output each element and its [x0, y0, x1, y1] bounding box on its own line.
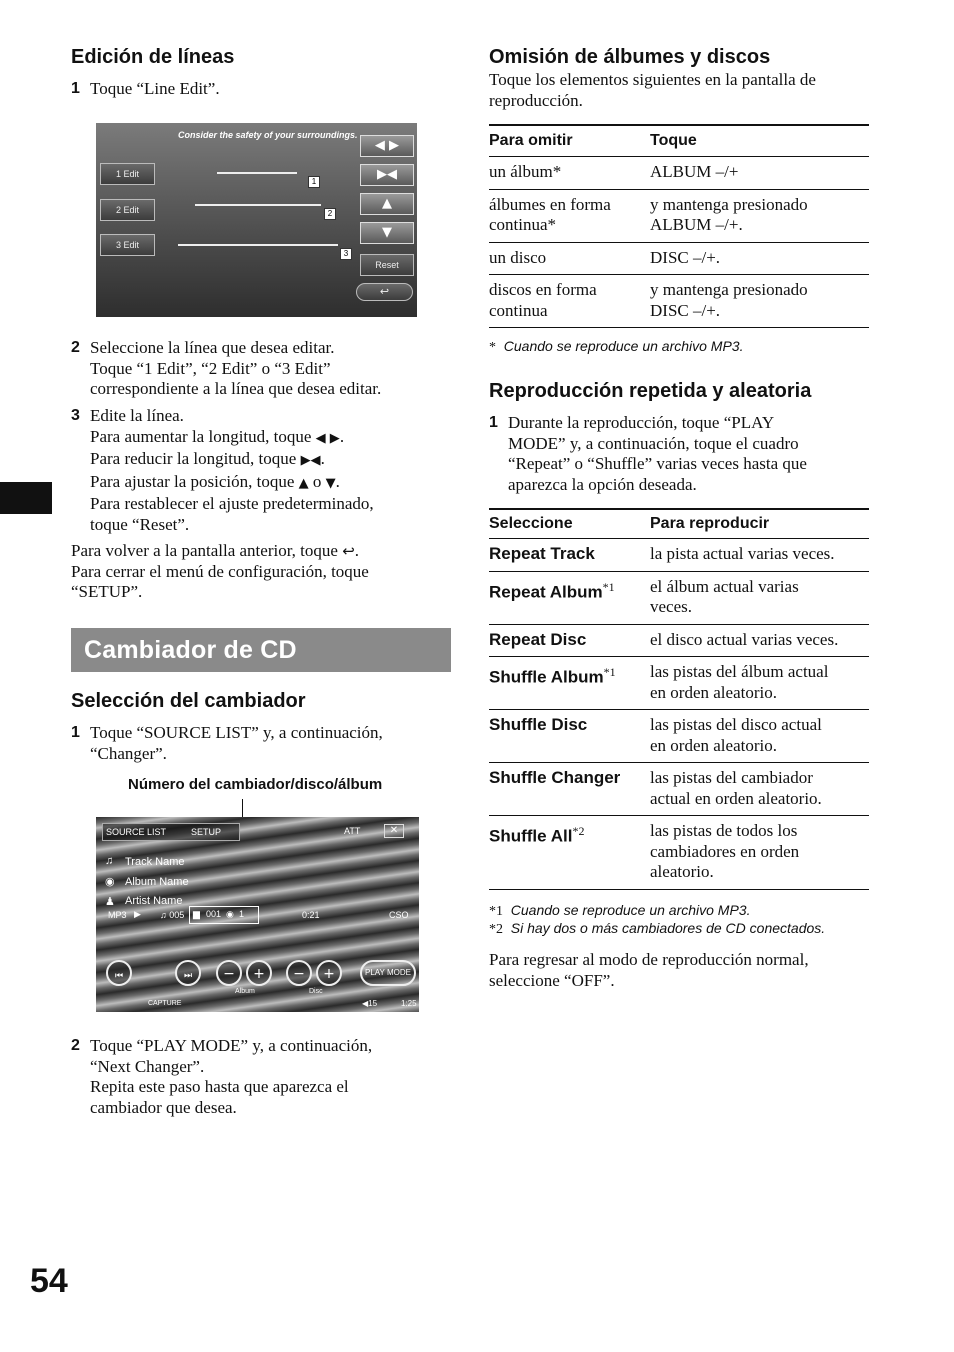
callout-label: Número del cambiador/disco/álbum: [128, 776, 383, 793]
text-line: Toque “1 Edit”, “2 Edit” o “3 Edit”: [90, 358, 331, 378]
text-line: Para regresar al modo de reproducción normal,: [489, 950, 809, 969]
text-line: aleatorio.: [650, 862, 714, 881]
table-cell: Repeat Disc: [489, 624, 650, 657]
chapter-banner: Cambiador de CD: [71, 628, 451, 672]
footnote-mark: *2: [489, 922, 503, 937]
paragraph-return: [71, 541, 369, 603]
text-span: Para ajustar la posición, toque: [90, 471, 295, 491]
table-row: [489, 710, 869, 763]
track-name: Track Name: [125, 856, 185, 868]
expand-arrows-button[interactable]: [360, 135, 414, 157]
footnote: [489, 338, 743, 356]
table-header-row: [489, 509, 869, 539]
table-cell: Shuffle Disc: [489, 710, 650, 763]
section-title-skip: Omisión de álbumes y discos: [489, 46, 771, 68]
folder-icon: ▆: [193, 909, 200, 919]
text-line: álbumes en forma: [489, 194, 611, 214]
minus-icon: −: [223, 966, 235, 982]
edit-line-2: [195, 204, 321, 206]
step-number: 1: [71, 80, 80, 97]
text-line: Para volver a la pantalla anterior, toque ↩.: [71, 541, 360, 560]
folder-number: 001: [206, 909, 222, 919]
edit-line-1: [217, 172, 297, 174]
arrow-up-icon: ▲: [382, 196, 392, 211]
text-line: Para ajustar la posición, toque ▲ o ▼.: [90, 471, 340, 491]
footnote-mark: *2: [572, 824, 585, 838]
step-number: 2: [71, 1037, 80, 1054]
text-line: correspondiente a la línea que desea editar.: [90, 379, 382, 398]
intro-paragraph: [489, 70, 816, 111]
album-label: Album: [235, 988, 255, 995]
text-line: Durante la reproducción, toque “PLAY: [508, 413, 775, 432]
text-line: continua: [489, 300, 548, 320]
step-text: [508, 413, 807, 495]
text-line: “SETUP”.: [71, 582, 143, 601]
text-line: veces.: [650, 597, 693, 616]
table-cell: [489, 571, 650, 624]
text-line: actual en orden aleatorio.: [650, 788, 822, 808]
text-line: MODE” y, a continuación, toque el cuadro: [508, 433, 799, 453]
album-minus-button[interactable]: [216, 960, 242, 986]
plus-icon: +: [253, 966, 265, 982]
arrow-inward-icon: ▶◀: [300, 453, 321, 468]
table-cell: [650, 763, 869, 816]
disc-icon: ◉: [105, 876, 115, 888]
table-row: [489, 539, 869, 572]
text-span: Para reducir la longitud, toque: [90, 449, 297, 468]
line-edit-screenshot: [96, 123, 417, 317]
back-button[interactable]: [356, 283, 413, 301]
mode-name: Repeat Album: [489, 582, 603, 602]
disc-label: Disc: [309, 988, 323, 995]
table-row: [489, 763, 869, 816]
table-cell: [489, 189, 650, 242]
text-line: Toque “PLAY MODE” y, a continuación,: [90, 1036, 373, 1055]
text-line: ALBUM –/+.: [650, 215, 743, 234]
move-up-button[interactable]: [360, 193, 414, 215]
close-icon: ✕: [389, 825, 399, 836]
artist-name: Artist Name: [125, 895, 183, 907]
text-line: seleccione “OFF”.: [489, 970, 615, 990]
table-cell: [489, 657, 650, 710]
table-cell: la pista actual varias veces.: [650, 539, 869, 572]
line-tag-2: 2: [324, 208, 336, 220]
table-cell: [650, 816, 869, 890]
disc-plus-button[interactable]: [316, 960, 342, 986]
volume-indicator: [362, 999, 377, 1008]
next-button[interactable]: [175, 960, 201, 986]
table-row: [489, 242, 869, 275]
text-line: en orden aleatorio.: [650, 682, 777, 702]
footnote-mark: *1: [603, 665, 616, 679]
table-row: [489, 275, 869, 328]
back-arrow-icon: ↩: [379, 286, 390, 298]
text-line: “Next Changer”.: [90, 1056, 205, 1076]
text-line: las pistas del disco actual: [650, 715, 822, 734]
disc-number: 1: [239, 909, 245, 919]
clock: 1:25: [401, 999, 417, 1008]
back-arrow-icon: ↩: [342, 542, 355, 560]
setup-button[interactable]: SETUP: [191, 827, 222, 837]
arrow-down-icon: ▼: [382, 225, 392, 240]
changer-screenshot: [96, 817, 419, 1012]
text-line: en orden aleatorio.: [650, 735, 777, 755]
step-number: 1: [489, 414, 498, 431]
shrink-arrows-button[interactable]: [360, 164, 414, 186]
text-line: DISC –/+.: [650, 300, 721, 320]
column-header: Para reproducir: [650, 509, 869, 539]
close-button[interactable]: [384, 824, 404, 838]
text-line: continua*: [489, 215, 557, 234]
speaker-icon: ◀: [362, 999, 369, 1008]
footnote-text: Cuando se reproduce un archivo MP3.: [503, 338, 744, 354]
arrow-left-right-icon: ◀ ▶: [374, 138, 400, 153]
play-mode-button[interactable]: PLAY MODE: [360, 960, 416, 986]
table-cell: [650, 275, 869, 328]
text-line: cambiadores en orden: [650, 841, 800, 861]
edit-1-button[interactable]: 1 Edit: [100, 163, 155, 185]
album-name: Album Name: [125, 876, 189, 888]
text-line: las pistas del cambiador: [650, 768, 813, 787]
person-icon: ♟: [105, 896, 115, 908]
table-row: [489, 189, 869, 242]
step-number: 2: [71, 339, 80, 356]
table-cell: un álbum*: [489, 157, 650, 190]
arrow-inward-icon: ▶◀: [377, 167, 397, 182]
footnote-text: Si hay dos o más cambiadores de CD conectados.: [510, 920, 826, 936]
reset-button[interactable]: Reset: [360, 254, 414, 276]
arrow-left-right-icon: ◀ ▶: [315, 430, 340, 446]
source-list-button[interactable]: SOURCE LIST: [106, 827, 167, 837]
top-bar: [102, 823, 240, 841]
volume-value: 15: [368, 999, 378, 1008]
table-cell: ALBUM –/+: [650, 157, 869, 190]
changer-disc-album-box: [189, 906, 259, 924]
table-cell: [650, 189, 869, 242]
minus-icon: −: [293, 966, 305, 982]
mode-name: Shuffle Album: [489, 667, 604, 687]
play-icon: ▶: [134, 909, 141, 919]
text-line: las pistas del álbum actual: [650, 662, 829, 681]
step-text: [90, 723, 383, 764]
edit-2-button[interactable]: 2 Edit: [100, 199, 155, 221]
text-span: Para aumentar la longitud, toque: [90, 426, 312, 446]
text-line: “Repeat” o “Shuffle” varias veces hasta que: [508, 454, 807, 473]
edit-line-3: [178, 244, 338, 246]
capture-button[interactable]: CAPTURE: [148, 1000, 182, 1007]
format-label: MP3: [108, 910, 127, 920]
step-text: [90, 338, 381, 400]
column-header: Toque: [650, 125, 869, 157]
column-header: Para omitir: [489, 125, 650, 157]
footnote-text: Cuando se reproduce un archivo MP3.: [510, 902, 751, 918]
step-text: Toque “Line Edit”.: [90, 79, 220, 98]
table-row: [489, 657, 869, 710]
plus-icon: +: [323, 966, 335, 982]
music-note-icon: ♫: [160, 910, 167, 920]
track-number: [160, 910, 184, 920]
table-row: [489, 816, 869, 890]
table-cell: el disco actual varias veces.: [650, 624, 869, 657]
text-line: Toque “SOURCE LIST” y, a continuación,: [90, 723, 383, 742]
table-row: [489, 624, 869, 657]
footnote-mark: *: [489, 340, 496, 355]
footnote: [489, 920, 825, 938]
edit-3-button[interactable]: 3 Edit: [100, 234, 155, 256]
text-span: o: [312, 471, 322, 491]
table-cell: un disco: [489, 242, 650, 275]
text-line: cambiador que desea.: [90, 1097, 237, 1117]
text-line: toque “Reset”.: [90, 514, 190, 534]
mode-name: Shuffle All: [489, 826, 573, 846]
table-row: [489, 157, 869, 190]
elapsed-time: 0:21: [302, 910, 320, 920]
step-number: 3: [71, 407, 80, 424]
music-note-icon: ♫: [105, 855, 114, 867]
text-line: Para cerrar el menú de configuración, toque: [71, 561, 369, 581]
section-title-repeat: Reproducción repetida y aleatoria: [489, 380, 812, 402]
table-cell: Repeat Track: [489, 539, 650, 572]
text-line: reproducción.: [489, 90, 583, 110]
text-line: Toque los elementos siguientes en la pantalla de: [489, 70, 816, 89]
skip-back-icon: ⏮: [114, 971, 124, 981]
step-number: 1: [71, 724, 80, 741]
table-cell: [650, 571, 869, 624]
text-line: y mantenga presionado: [650, 194, 808, 214]
move-down-button[interactable]: [360, 222, 414, 244]
text-line: “Changer”.: [90, 743, 167, 763]
text-line: Para restablecer el ajuste predeterminado,: [90, 494, 374, 513]
side-tab-marker: [0, 482, 52, 514]
text-line: Para reducir la longitud, toque ▶◀.: [90, 449, 325, 468]
section-title-changer: Selección del cambiador: [71, 690, 306, 712]
section-title-line-edit: Edición de líneas: [71, 46, 235, 68]
att-button[interactable]: ATT: [344, 826, 361, 836]
previous-button[interactable]: [106, 960, 132, 986]
arrow-up-icon: ▲: [298, 475, 309, 491]
skip-table: [489, 124, 869, 328]
table-cell: [650, 657, 869, 710]
arrow-down-icon: ▼: [325, 475, 336, 491]
text-line: discos en forma: [489, 280, 597, 299]
table-cell: [489, 816, 650, 890]
closing-paragraph: [489, 950, 809, 991]
line-tag-3: 3: [340, 248, 352, 260]
table-row: [489, 571, 869, 624]
disc-minus-button[interactable]: [286, 960, 312, 986]
step-text: [90, 1036, 372, 1118]
footnote-mark: *1: [489, 904, 503, 919]
step-text: [90, 406, 374, 535]
track-number-value: 005: [169, 910, 185, 920]
text-line: Repita este paso hasta que aparezca el: [90, 1077, 349, 1096]
table-header-row: [489, 125, 869, 157]
column-header: Seleccione: [489, 509, 650, 539]
footnote: [489, 902, 750, 920]
play-mode-table: [489, 508, 869, 890]
disc-icon: ◉: [226, 909, 234, 919]
text-span: Para volver a la pantalla anterior, toque: [71, 541, 338, 560]
safety-warning: Consider the safety of your surroundings.: [178, 130, 358, 140]
text-line: el álbum actual varias: [650, 576, 799, 596]
text-line: y mantenga presionado: [650, 280, 808, 299]
album-plus-button[interactable]: [246, 960, 272, 986]
skip-forward-icon: ⏭: [183, 971, 193, 981]
text-line: Seleccione la línea que desea editar.: [90, 338, 335, 357]
footnote-mark: *1: [602, 579, 615, 594]
table-cell: [489, 275, 650, 328]
cso-label: CSO: [389, 910, 409, 920]
text-line: las pistas de todos los: [650, 821, 798, 840]
line-tag-1: 1: [308, 176, 320, 188]
text-line: aparezca la opción deseada.: [508, 474, 697, 494]
table-cell: Shuffle Changer: [489, 763, 650, 816]
page-number: 54: [30, 1262, 68, 1300]
table-cell: [650, 710, 869, 763]
table-cell: DISC –/+.: [650, 242, 869, 275]
text-line: Para aumentar la longitud, toque ◀ ▶.: [90, 426, 345, 446]
text-line: Edite la línea.: [90, 406, 184, 425]
